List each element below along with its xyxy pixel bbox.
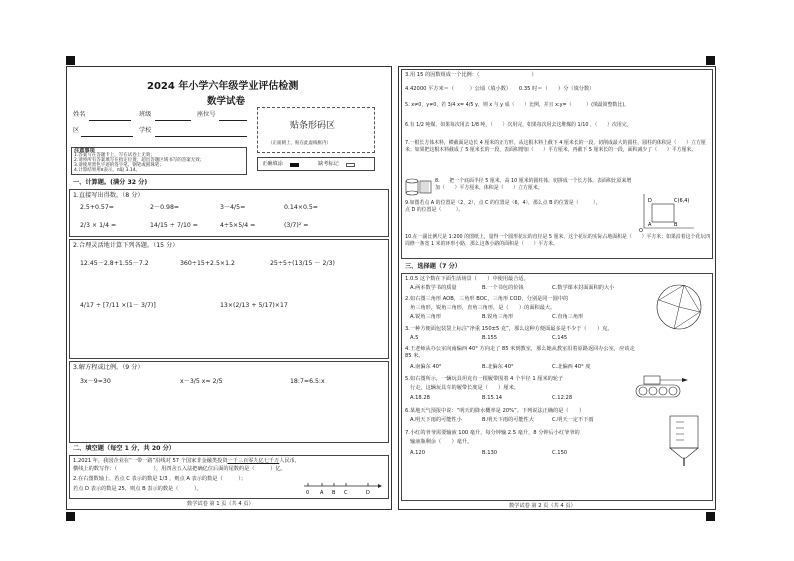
coordinate-figure — [638, 192, 698, 232]
fill-item-4: 4.42000 平方米＝（ ）公顷（填小数） 0.35 时＝（ ）分（填分数） — [405, 86, 595, 92]
point-b-label: B — [674, 222, 678, 228]
choice-1-option-c[interactable]: C.数学课本封面面积的大小 — [552, 285, 615, 291]
question-1-box — [69, 189, 389, 237]
registration-mark — [66, 56, 75, 65]
tank-figure — [634, 374, 696, 400]
choice-3-option-b[interactable]: B.155 — [482, 335, 498, 341]
class-field[interactable] — [155, 120, 191, 121]
calc-item: 360÷15+2.5×1.2 — [180, 260, 235, 267]
choice-2-option-b[interactable]: B.锐角三角形 — [482, 314, 514, 320]
name-field[interactable] — [89, 120, 131, 121]
choice-6-option-c[interactable]: C.明天一定不下雨 — [552, 417, 594, 423]
choice-3-question: 3.一种方便面包装袋上标注“净重 150±5 克”，那么这种方便面最多是不少于（ ）克。 — [405, 326, 613, 332]
name-label: 姓名 — [73, 111, 86, 118]
calc-item: 2－0.98= — [150, 204, 180, 211]
axis-label-0: 0 — [306, 490, 310, 496]
class-label: 班级 — [139, 111, 152, 118]
choice-4-option-a[interactable]: A.南偏东 40° — [410, 364, 442, 370]
equation-item: 3x－9=30 — [80, 378, 111, 385]
registration-mark — [706, 56, 715, 65]
fill-item-6: 6.有 1/2 吨煤，如果每次用去 1/8 吨，（ ）次用完，如果每次用去这堆煤的 1/10 ，（ ）次用完。 — [405, 122, 632, 128]
choice-6-question: 6.某地天气预报中说：“明天的降水概率是 20%”。下列说法正确的是（ ） — [405, 408, 585, 414]
district-field[interactable] — [81, 136, 133, 137]
calc-item: 0.14×0.5= — [284, 204, 318, 211]
choice-5-option-c[interactable]: C.12.28 — [552, 395, 573, 401]
choice-5-option-b[interactable]: B.15.14 — [482, 395, 503, 401]
fill-item-9: 9.如图若点 A 的位置是（2，2），点 C 的位置是（6，4），那么点 B 的位置是（ ），点 D 的位置是（ ）。 — [405, 200, 601, 213]
exam-page-2 — [398, 66, 716, 510]
fill-item-5: 5. x≠0，y≠0，若 3/4 x= 4/5 y，则 x 与 y 成（ ）比例，并且 x:y=（ ）(填最简整数比)。 — [405, 102, 630, 108]
calc-item: 14/15 ÷ 7/10 = — [150, 222, 198, 229]
page-footer: 数学试卷 第 1 页（共 4 页） — [187, 501, 254, 507]
choice-4-option-c[interactable]: C.北偏西 40° 度 — [552, 364, 591, 370]
exam-subtitle: 数学试卷 — [207, 96, 246, 107]
choice-box — [401, 273, 713, 501]
axis-label-a: A — [320, 490, 324, 496]
origin-label: O — [639, 228, 643, 232]
calc-item: 2.5+0.57= — [80, 204, 114, 211]
question-3-title: 3.解方程或比例。（9 分） — [73, 364, 144, 371]
choice-1-question: 1.0.5 这个数在下面生活场景（ ）中使用最合适。 — [405, 276, 529, 282]
notes-box — [71, 147, 247, 175]
fill-1-text — [73, 458, 300, 465]
page-footer: 数学试卷 第 2 页（共 4 页） — [509, 503, 576, 509]
choice-7-question-cont: 输液瓶剩余（ ）毫升。 — [410, 439, 473, 445]
choice-5-option-a[interactable]: A.18.28 — [410, 395, 430, 401]
fill-in-continued-box — [401, 69, 713, 259]
section-2-title: 二、填空题（每空 1 分，共 20 分） — [73, 445, 175, 452]
choice-5-question-cont: 行走，这辆玩具车的履带长度是（ ）厘米。 — [410, 385, 519, 391]
barcode-area — [257, 107, 375, 153]
choice-6-option-a[interactable]: A.明天下雨的可能性小 — [410, 417, 462, 423]
equation-item: x－3/5 x= 2/5 — [180, 378, 223, 385]
choice-3-option-c[interactable]: C.145 — [552, 335, 568, 341]
fill-in-box — [69, 455, 389, 499]
missing-mark-label: 缺考标记 — [318, 161, 339, 167]
question-2-box — [69, 239, 389, 359]
note-line: 2.请将所有答案填写在指定位置，超出答题区域书写的答案无效； — [74, 158, 205, 163]
fill-item-8: 8. 把一个底面半径 5 厘米，高 10 厘米的圆柱体，切拼成一个长方体，表面积比原来增加（ ）平方厘米，体积是（ ）立方厘米。 — [435, 178, 632, 191]
point-d-label: D — [648, 198, 652, 204]
choice-7-option-c[interactable]: C.150 — [552, 450, 568, 456]
choice-1-option-a[interactable]: A.两本数学书的质量 — [410, 285, 457, 291]
notes-title: 注意事项 — [74, 148, 95, 154]
choice-4-option-b[interactable]: B.北偏东 40° — [482, 364, 514, 370]
fill-1-part: 1.2021 年，我国企业在“一带一路”沿线对 57 个国家非金融类投资 — [73, 458, 228, 464]
school-field[interactable] — [155, 136, 247, 137]
fill-2-line-2: 若点 D 表示的数是 25，则点 B 表示的数是（ ）。 — [73, 486, 202, 492]
fill-item-7: 7.一根长方体木料，横截面是边长 4 厘米的正方形，从这根木料上截下 4 厘米长的一段，切削成最大的圆柱，圆柱的体积是（ ）立方厘米；如果把这根木料截成了 5 厘米长的一段，表面积增加（ ）平方厘米，再截下 5 厘米长的一段，面积减少了（ ）平方厘米。 — [405, 140, 706, 153]
choice-6-option-b[interactable]: B.明天下雨的可能性大 — [482, 417, 534, 423]
choice-7-option-b[interactable]: B.130 — [482, 450, 498, 456]
question-2-title: 2.合理灵活地计算下列各题。（15 分） — [73, 242, 179, 249]
choice-2-question-cont: 角三角形，锐角三角形，直角三角形，是（ ）的面积最大。 — [410, 305, 556, 311]
note-line: 3.请使用黑色字迹的签字笔、钢笔或圆珠笔； — [74, 163, 164, 168]
barcode-label: 贴条形码区 — [290, 121, 336, 131]
calc-item: 25÷5÷(13/15 － 2/3) — [270, 260, 335, 267]
choice-7-question: 7.小红的爷爷需要输液 100 毫升，每分钟输 2.5 毫升，8 分钟后小红爷爷的 — [405, 430, 580, 436]
axis-label-d: D — [366, 490, 370, 496]
calc-item: 12.45－2.8+1.55－7.2 — [80, 260, 149, 267]
school-label: 学校 — [139, 127, 152, 134]
number-line-figure — [302, 480, 382, 496]
fill-item-10: 10.在一副比例尺是 1:200 的图纸上，量得一个圆形花坛的直径是 5 厘米，这个花坛的实际占地面积是（ ）平方米；如果沿着这个花坛四周修一条宽 1 米的环形小路，那么这条小路的面积是（ ）平方米。 — [405, 234, 711, 247]
choice-3-option-a[interactable]: A.5 — [410, 335, 419, 341]
section-3-title: 三、选择题（7 分） — [405, 263, 461, 270]
registration-mark — [706, 512, 715, 521]
calc-item: 13×(2/13 + 5/17)×17 — [220, 302, 288, 309]
calc-item: 3－4/5= — [220, 204, 246, 211]
fill-1-line-2: 横线上的数写作：（ ），用四舍五入法把确亿位后面的尾数约是（ ）亿。 — [73, 466, 286, 472]
choice-2-option-a[interactable]: A.锐角三角形 — [410, 314, 442, 320]
correct-fill-label: 正确填涂 — [262, 161, 283, 167]
axis-label-c: C — [344, 490, 348, 496]
correct-fill-sample — [290, 163, 299, 167]
fill-1-underlined: 一千三百零九亿七千万 — [227, 458, 280, 464]
circle-figure — [654, 282, 704, 332]
choice-7-option-a[interactable]: A.120 — [410, 450, 426, 456]
choice-5-question: 5.如右图所示，一辆玩具坦克有一根履带围着 4 个半径 1 厘米的轮子 — [405, 376, 564, 382]
fill-2-line-1: 2.在右图数轴上，若点 C 表示的数是 1/3 ，则点 A 表示的数是（ ）； — [73, 476, 247, 482]
choice-4-question: 4.王老师从办公室向南偏西 40° 方向走了 85 米到教室，那么她从教室沿着原路返回办公室，应该走 85 米。 — [405, 346, 635, 359]
calc-item: 4/17 ÷ [7/11 ×(1－ 3/7)] — [80, 302, 156, 309]
note-line: 4.计算结果用π表示，π取 3.14。 — [74, 168, 141, 173]
point-c-label: C(6,4) — [674, 198, 690, 204]
cylinder-figure — [405, 178, 433, 196]
calc-item: 4÷5×5/4 = — [220, 222, 256, 229]
registration-mark — [66, 512, 75, 521]
district-label: 区 — [73, 127, 80, 134]
equation-item: 18:7=6.5:x — [290, 378, 325, 385]
fill-item-3: 3.用 15 的因数组成一个比例：（ ） — [405, 72, 537, 78]
missing-mark-checkbox[interactable] — [346, 163, 355, 167]
calc-item: (3/7)² = — [284, 222, 309, 229]
exam-page-1 — [66, 66, 392, 510]
barcode-note: （正面朝上，贴在此虚线框内） — [268, 141, 331, 146]
choice-1-option-b[interactable]: B.一个书包的价钱 — [482, 285, 524, 291]
note-line: 1.答案写在答题卡上，写在试卷上无效； — [74, 153, 155, 158]
question-3-box — [69, 361, 389, 443]
iv-bottle-figure — [664, 414, 704, 468]
point-a-label: A — [648, 222, 652, 228]
section-1-title: 一、计算题。(满分 32 分) — [73, 179, 148, 186]
fill-sample-box — [257, 157, 375, 171]
choice-2-option-c[interactable]: C.直角三角形 — [552, 314, 584, 320]
calc-item: 2/3 × 1/4 = — [80, 222, 117, 229]
axis-label-b: B — [332, 490, 336, 496]
fill-1-part: 人民币， — [279, 458, 301, 464]
choice-2-question: 2.如右图三角形 AOB，三角形 BOC，三角形 COD，分别是同一圆中的 — [405, 296, 569, 302]
seat-label: 座位号 — [197, 111, 216, 118]
seat-field[interactable] — [219, 120, 247, 121]
exam-title: 2024 年小学六年级学业评估检测 — [147, 81, 299, 92]
question-1-title: 1.直接写出得数。（8 分） — [73, 192, 144, 199]
